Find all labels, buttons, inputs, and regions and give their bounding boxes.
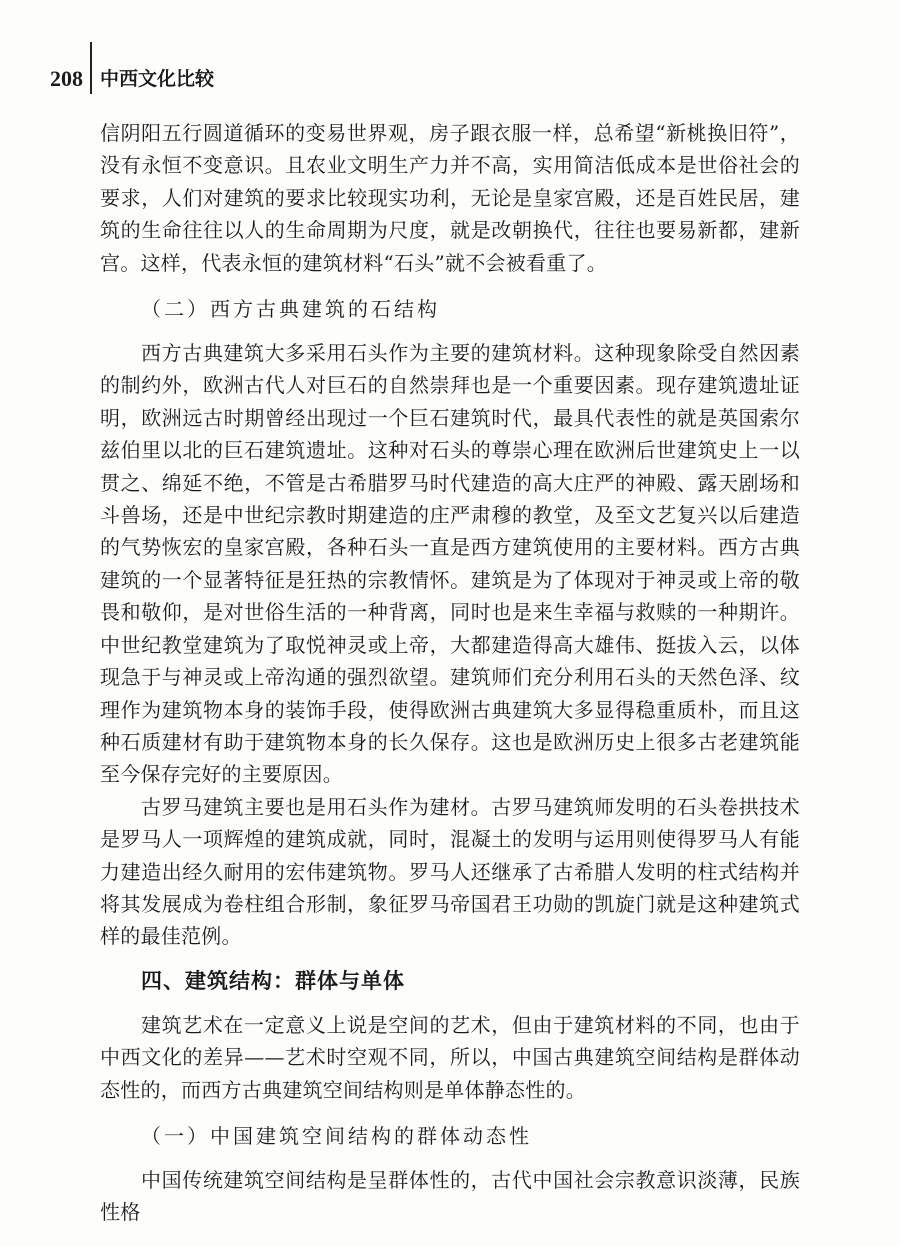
- subsection-heading-chinese-group: （一）中国建筑空间结构的群体动态性: [141, 1123, 532, 1148]
- paragraph-roman-architecture: 古罗马建筑主要也是用石头作为建材。古罗马建筑师发明的石头卷拱技术是罗马人一项辉煌的建筑成就，同时，混凝土的发明与运用则使得罗马人有能力建造出经久耐用的宏伟建筑物。罗马人还继承了古希腊人发明的柱式结构并将其发展成为卷柱组合形制，象征罗马帝国君王功勋的凯旋门就是这种建筑式样的最佳范例。: [100, 794, 800, 949]
- running-title: 中西文化比较: [100, 68, 215, 90]
- page-number: 208: [50, 66, 83, 91]
- paragraph-spatial-art: 建筑艺术在一定意义上说是空间的艺术，但由于建筑材料的不同，也由于中西文化的差异——艺术时空观不同，所以，中国古典建筑空间结构是群体动态性的，而西方古典建筑空间结构则是单体静态性的。: [100, 1012, 800, 1102]
- header-divider: [90, 42, 92, 94]
- paragraph-continued: 信阴阳五行圆道循环的变易世界观，房子跟衣服一样，总希望“新桃换旧符”，没有永恒不变意识。且农业文明生产力并不高，实用简洁低成本是世俗社会的要求，人们对建筑的要求比较现实功利，无论是皇家宫殿，还是百姓民居，建筑的生命往往以人的生命周期为尺度，就是改朝换代，往往也要易新都，建新宫。这样，代表永恒的建筑材料“石头”就不会被看重了。: [100, 121, 800, 275]
- page-body: [100, 117, 800, 1229]
- paragraph-western-stone: 西方古典建筑大多采用石头作为主要的建筑材料。这种现象除受自然因素的制约外，欧洲古代人对巨石的自然崇拜也是一个重要因素。现存建筑遗址证明，欧洲远古时期曾经出现过一个巨石建筑时代，最具代表性的就是英国索尔兹伯里以北的巨石建筑遗址。这种对石头的尊崇心理在欧洲后世建筑史上一以贯之、绵延不绝，不管是古希腊罗马时代建造的高大庄严的神殿、露天剧场和斗兽场，还是中世纪宗教时期建造的庄严肃穆的教堂，及至文艺复兴以后建造的气势恢宏的皇家宫殿，各种石头一直是西方建筑使用的主要材料。西方古典建筑的一个显著特征是狂热的宗教情怀。建筑是为了体现对于神灵或上帝的敬畏和敬仰，是对世俗生活的一种背离，同时也是来生幸福与救赎的一种期许。中世纪教堂建筑为了取悦神灵或上帝，大都建造得高大雄伟、挺拔入云，以体现急于与神灵或上帝沟通的强烈欲望。建筑师们充分利用石头的天然色泽、纹理作为建筑物本身的装饰手段，使得欧洲古典建筑大多显得稳重质朴，而且这种石质建材有助于建筑物本身的长久保存。这也是欧洲历史上很多古老建筑能至今保存完好的主要原因。: [100, 341, 800, 787]
- page-header: [50, 42, 214, 92]
- section-heading-structure: 四、建筑结构：群体与单体: [141, 968, 405, 993]
- paragraph-chinese-traditional: 中国传统建筑空间结构是呈群体性的，古代中国社会宗教意识淡薄，民族性格: [100, 1167, 800, 1225]
- subsection-heading-western-stone: （二）西方古典建筑的石结构: [141, 297, 440, 322]
